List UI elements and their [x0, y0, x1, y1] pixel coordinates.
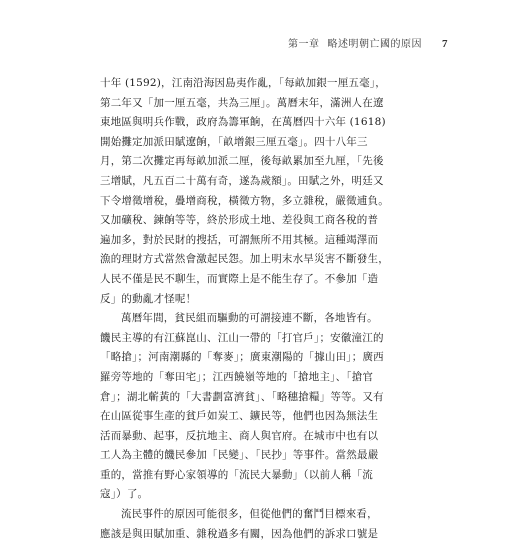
- text-line: 人民不僅是民不聊生，而實際上是不能生存了。不參加「造: [100, 272, 379, 285]
- text-line: 下令增徵增稅，疊增商稅，橫徵方物，多立雜稅，嚴徵逋負。: [100, 194, 389, 207]
- text-line: 第二年又「加一厘五毫，共為三厘」。萬曆末年，滿洲人在遼: [100, 96, 384, 109]
- text-line: 重的，當推有野心家領導的「流民大暴動」（以前人稱「流: [100, 468, 373, 481]
- text-line: 漁的理財方式當然會激起民怨。加上明末水旱災害不斷發生，: [100, 253, 389, 266]
- text-line: 寇」）了。: [100, 488, 149, 501]
- text-line: 遍加多，對於民財的搜括，可謂無所不用其極。這種竭澤而: [100, 233, 379, 246]
- body-text: [100, 74, 430, 544]
- text-line: 饑民主導的有江蘇崑山、江山一帶的「打官戶」；安徽潼江的: [100, 331, 384, 344]
- text-line: 又加礦稅、鍊餉等等，終於形成土地、差役與工商各稅的普: [100, 214, 379, 227]
- running-header: [288, 35, 448, 50]
- text-line: 工人為主體的饑民參加「民變」、「民抄」等事件。當然最嚴: [100, 449, 379, 462]
- text-line: 倉」；湖北蘄黃的「大書劃富濟貧」、「略穗搶糧」等等。又有: [100, 390, 384, 403]
- text-line: 羅旁等地的「奪田宅」；江西饒嶺等地的「搶地主」、「搶官: [100, 370, 374, 383]
- text-line: 流民事件的原因可能很多，但從他們的奮鬥目標來看，: [121, 508, 378, 521]
- text-line: 「略搶」；河南潮縣的「奪麥」；廣東潮陽的「據山田」；廣西: [100, 351, 384, 364]
- text-line: 開始攤定加派田賦遼餉，「畝增銀三厘五毫」。四十八年三: [100, 135, 368, 148]
- page-number: 7: [442, 38, 448, 50]
- text-line: 萬曆年間，貧民組而驅動的可謂接連不斷，各地皆有。: [121, 312, 378, 325]
- text-line: 東地區與明兵作戰，政府為籌軍餉，在萬曆四十六年 (1618): [100, 116, 386, 129]
- text-line: 活而暴動、起事，反抗地主、商人與官府。在城市中也有以: [100, 429, 379, 442]
- text-line: 三增賦，凡五百二十萬有奇，遂為歲額」。田賦之外，明廷又: [100, 174, 384, 187]
- text-line: 十年 (1592)，江南沿海因島夷作亂，「每畝加銀一厘五毫」，: [100, 77, 386, 89]
- text-line: 應該是與田賦加重、雜稅過多有關，因為他們的訴求口號是: [100, 527, 379, 540]
- chapter-title: 略述明朝亡國的原因: [327, 39, 422, 50]
- text-line: 反」的動亂才怪呢！: [100, 292, 197, 305]
- text-line: 月，第二次攤定再每畝加派二厘，後每畝累加至九厘，「先後: [100, 155, 384, 168]
- text-line: 在山區從事生產的貧戶如炭工、鑛民等，他們也因為無法生: [100, 410, 379, 423]
- chapter-label: 第一章: [288, 39, 320, 50]
